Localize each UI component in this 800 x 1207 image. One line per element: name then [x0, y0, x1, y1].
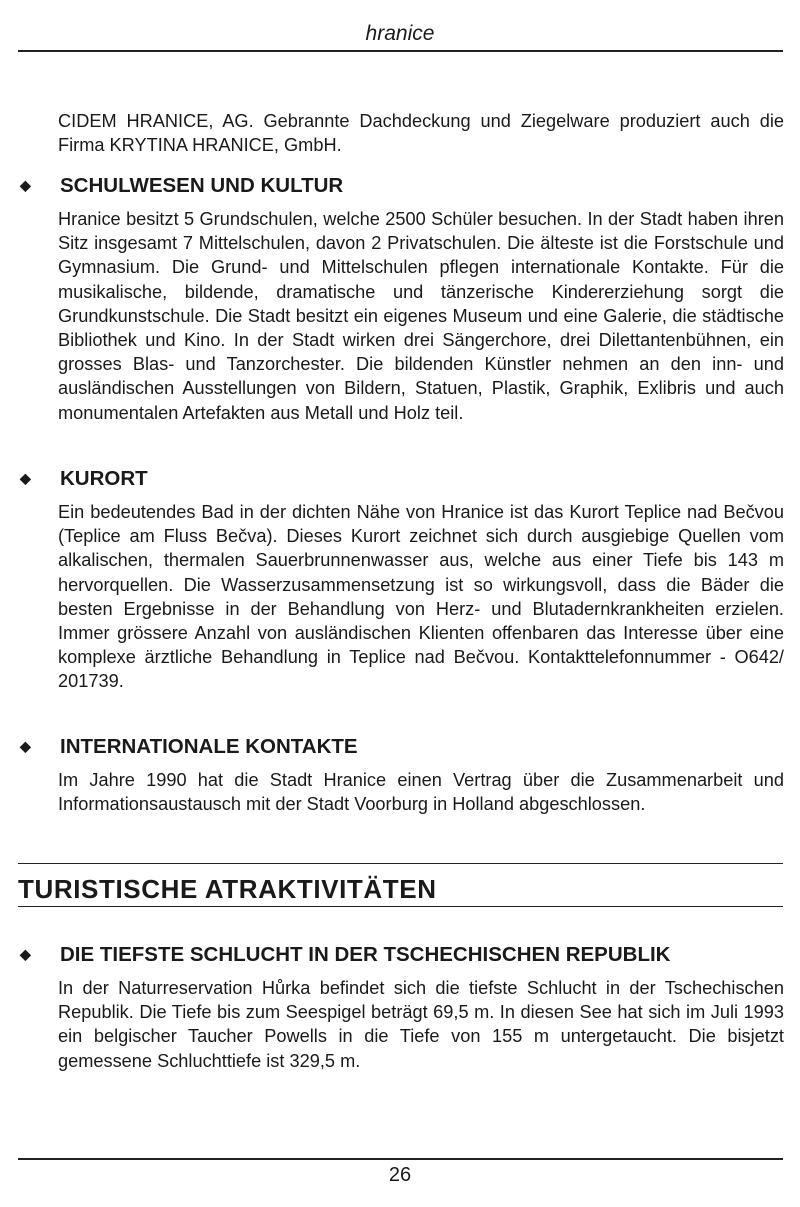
- diamond-bullet-icon: ◆: [20, 946, 31, 962]
- diamond-bullet-icon: ◆: [20, 738, 31, 754]
- section-paragraph-schulwesen: Hranice besitzt 5 Grundschulen, welche 2500 Schüler besuchen. In der Stadt haben ihren Sitz insgesamt 7 Mittelschulen, davon 2 Privatschulen. Die älteste ist die Forstschule und Gymnasium. Die Grund- und Mittelschulen pflegen internationale Kontakte. Für die musikalische, bildende, dramatische und tänzerische Kindererziehung sorgt die Grundkunstschule. Die Stadt besitzt ein eigenes Museum und eine Galerie, die städtische Bibliothek und Kino. In der Stadt wirken drei Sängerchore, drei Dilettantenbühnen, ein grosses Blas- und Tanzorchester. Die bildenden Künstler nehmen an den inn- und ausländischen Ausstellungen von Bildern, Statuen, Plastik, Graphik, Exlibris und auch monumentalen Artefakten aus Metall und Holz teil.: [58, 209, 784, 423]
- chapter-rule-top: [18, 863, 783, 864]
- section-paragraph-schlucht: In der Naturreservation Hůrka befindet sich die tiefste Schlucht in der Tschechischen Republik. Die Tiefe bis zum Seespigel beträgt 69,5 m. In diesen See hat sich im Juli 1993 ein belgischer Taucher Powells in die Tiefe von 155 m untergetaucht. Die bisjetzt gemessene Schluchttiefe ist 329,5 m.: [58, 978, 784, 1071]
- section-title: INTERNATIONALE KONTAKTE: [60, 735, 358, 758]
- chapter-rule-bottom: [18, 906, 783, 907]
- header-rule: [18, 50, 783, 52]
- section-paragraph-kontakte: Im Jahre 1990 hat die Stadt Hranice einen Vertrag über die Zusammenarbeit und Informationsaustausch mit der Stadt Voorburg in Holland abgeschlossen.: [58, 770, 784, 815]
- section-heading-kontakte: [18, 735, 788, 759]
- running-header: hranice: [365, 22, 435, 45]
- diamond-bullet-icon: ◆: [20, 177, 31, 193]
- section-heading-kurort: [18, 467, 788, 491]
- section-heading-schulwesen: [18, 174, 788, 198]
- page-number: 26: [388, 1164, 412, 1186]
- footer-rule: [18, 1158, 783, 1160]
- diamond-bullet-icon: ◆: [20, 470, 31, 486]
- intro-paragraph: CIDEM HRANICE, AG. Gebrannte Dachdeckung und Ziegelware produziert auch die Firma KRYTINA HRANICE, GmbH.: [58, 111, 784, 156]
- section-title: KURORT: [60, 467, 148, 490]
- section-title: SCHULWESEN UND KULTUR: [60, 174, 344, 197]
- chapter-title: TURISTISCHE ATRAKTIVITÄTEN: [18, 874, 437, 904]
- section-heading-schlucht: [18, 943, 788, 967]
- section-title: DIE TIEFSTE SCHLUCHT IN DER TSCHECHISCHEN REPUBLIK: [60, 943, 671, 966]
- section-paragraph-kurort: Ein bedeutendes Bad in der dichten Nähe von Hranice ist das Kurort Teplice nad Bečvou (Teplice am Fluss Bečva). Dieses Kurort zeichnet sich durch ausgiebige Quellen vom alkalischen, thermalen Sauerbrunnenwasser aus, welche aus einer Tiefe bis 143 m hervorquellen. Die Wasserzusammensetzung ist so wirkungsvoll, dass die Bäder die besten Ergebnisse in der Behandlung von Herz- und Blutadernkrankheiten erzielen. Immer grössere Anzahl von ausländischen Klienten offenbaren das Interesse über eine komplexe ärztliche Behandlung in Teplice nad Bečvou. Kontakttelefonnummer - O642/ 201739.: [58, 502, 784, 692]
